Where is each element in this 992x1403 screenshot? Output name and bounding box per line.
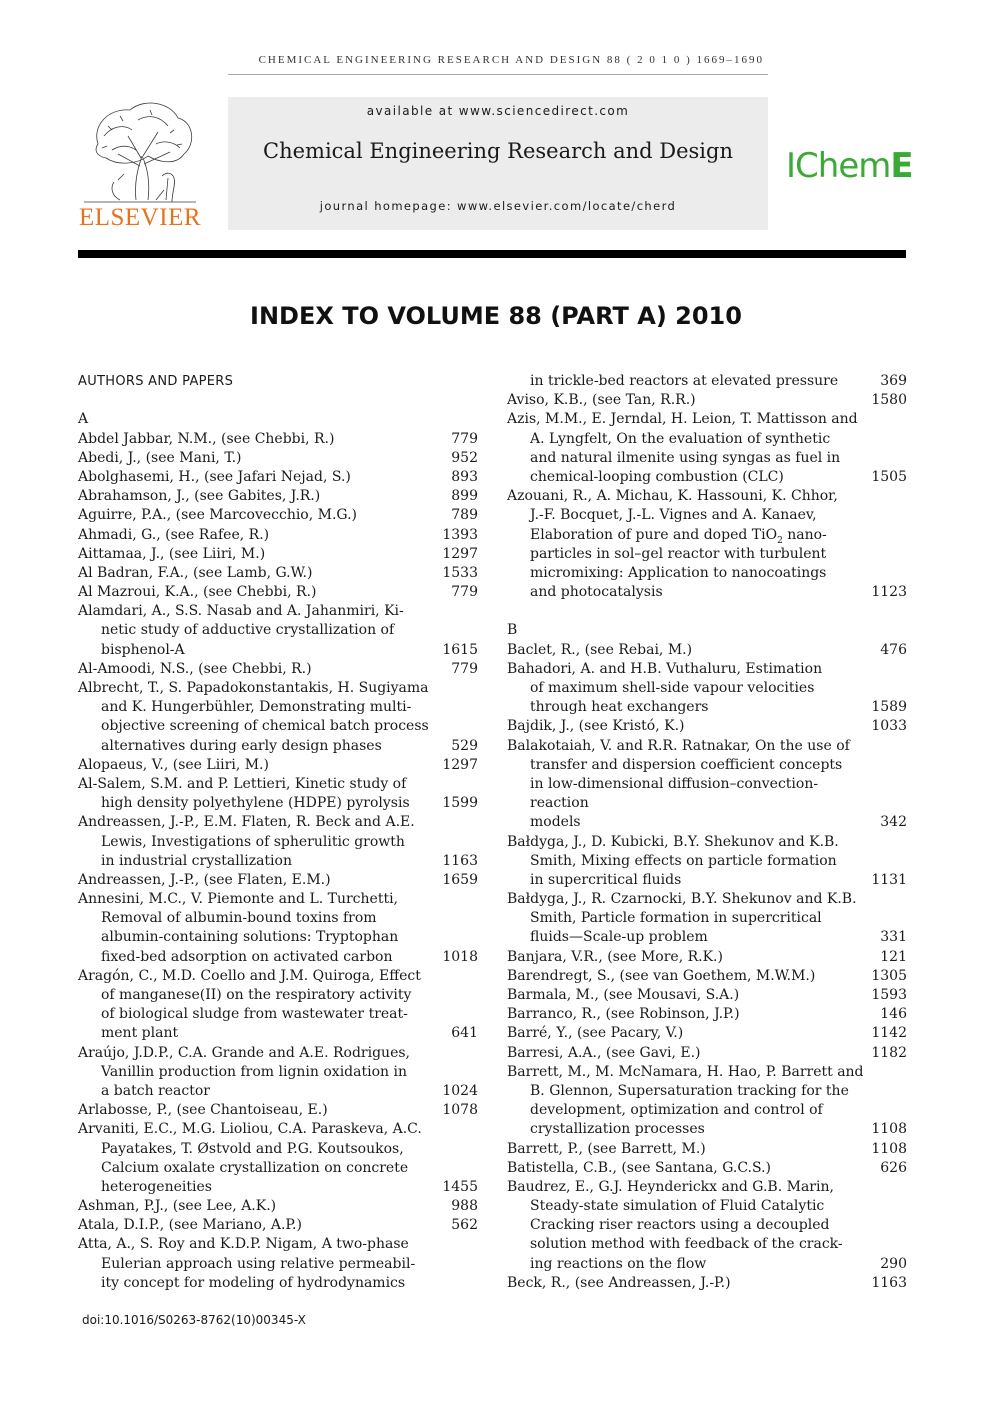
entry-line	[78, 775, 478, 794]
entry-text: of manganese(II) on the respiratory activity	[101, 987, 412, 1003]
entry-line	[78, 1005, 478, 1024]
entry-line	[78, 986, 478, 1005]
page-number: 779	[451, 584, 478, 601]
index-entry	[507, 1063, 907, 1140]
entry-text: Batistella, C.B., (see Santana, G.C.S.)	[507, 1159, 771, 1176]
entry-text: Azouani, R., A. Michau, K. Hassouni, K. Chhor,	[507, 488, 838, 505]
page-number: 1078	[442, 1102, 478, 1119]
entry-text: Aguirre, P.A., (see Marcovecchio, M.G.)	[78, 507, 358, 524]
entry-text: and photocatalysis	[530, 584, 663, 601]
header-rule	[228, 74, 768, 75]
page-number: 1393	[442, 526, 478, 543]
index-entry	[507, 967, 907, 986]
index-entry	[78, 526, 478, 545]
journal-banner	[228, 97, 768, 230]
entry-text: alternatives during early design phases	[101, 737, 382, 754]
index-entry	[78, 430, 478, 449]
entry-line	[507, 775, 907, 794]
entry-line	[507, 1063, 907, 1082]
entry-text: Bałdyga, J., R. Czarnocki, B.Y. Shekunov and K.B.	[507, 891, 857, 908]
entry-text: Eulerian approach using relative permeabil-	[101, 1255, 416, 1272]
entry-text: micromixing: Application to nanocoatings	[530, 564, 827, 581]
entry-text: Barendregt, S., (see van Goethem, M.W.M.)	[507, 967, 816, 984]
index-entry	[507, 1005, 907, 1024]
page-number: 1297	[442, 756, 478, 773]
entry-line	[78, 468, 478, 487]
entry-text: B. Glennon, Supersaturation tracking for the	[530, 1082, 849, 1099]
index-entry	[78, 775, 478, 813]
entry-line	[78, 1024, 478, 1043]
index-entry	[507, 372, 907, 391]
entry-line	[78, 545, 478, 564]
index-entry	[78, 967, 478, 1044]
entry-line	[507, 1024, 907, 1043]
page-number: 529	[451, 737, 478, 754]
entry-text: Calcium oxalate crystallization on concrete	[101, 1159, 409, 1176]
entry-line	[78, 717, 478, 736]
page-number: 1599	[442, 795, 478, 812]
entry-text: Annesini, M.C., V. Piemonte and L. Turchetti,	[78, 891, 399, 908]
entry-line	[78, 1159, 478, 1178]
index-entry	[78, 487, 478, 506]
page-number: 1163	[871, 1274, 907, 1291]
page-number: 1593	[871, 987, 907, 1003]
entry-line	[507, 1255, 907, 1274]
journal-title: Chemical Engineering Research and Design	[263, 139, 733, 163]
entry-line	[507, 468, 907, 487]
entry-text: Balakotaiah, V. and R.R. Ratnakar, On the use of	[507, 737, 850, 754]
entry-line	[507, 526, 907, 545]
index-entry	[507, 1274, 907, 1293]
entry-line	[507, 1274, 907, 1293]
entry-text: Elaboration of pure and doped TiO$_2$ nano-	[530, 526, 827, 546]
page-number: 1505	[871, 468, 907, 485]
entry-text: objective screening of chemical batch process	[101, 718, 429, 735]
entry-text: and K. Hungerbühler, Demonstrating multi-	[101, 699, 412, 716]
entry-line	[507, 1197, 907, 1216]
entry-text: through heat exchangers	[530, 699, 709, 716]
entry-line	[507, 1216, 907, 1235]
entry-line	[507, 1140, 907, 1159]
doi: doi:10.1016/S0263-8762(10)00345-X	[82, 1313, 306, 1327]
entry-line	[78, 833, 478, 852]
entry-line	[78, 890, 478, 909]
page-number: 1163	[442, 852, 478, 869]
page-number: 1455	[442, 1178, 478, 1195]
entry-line	[507, 449, 907, 468]
page-number: 1142	[871, 1025, 907, 1042]
index-entry	[507, 1159, 907, 1178]
icheme-logo: IChemE	[786, 146, 913, 186]
index-entry	[78, 1101, 478, 1120]
spacer	[507, 602, 907, 621]
page-title: INDEX TO VOLUME 88 (PART A) 2010	[250, 302, 742, 330]
page-number: 342	[880, 814, 907, 831]
journal-homepage: journal homepage: www.elsevier.com/locate/cherd	[319, 199, 677, 213]
page-number: 146	[880, 1006, 907, 1023]
entry-line	[507, 967, 907, 986]
entry-line	[78, 583, 478, 602]
entry-line	[78, 698, 478, 717]
entry-line	[78, 487, 478, 506]
entry-text: of maximum shell-side vapour velocities	[530, 680, 815, 696]
entry-text: chemical-looping combustion (CLC)	[530, 468, 784, 485]
entry-line	[78, 852, 478, 871]
entry-line	[507, 756, 907, 775]
entry-text: Ashman, P.J., (see Lee, A.K.)	[78, 1198, 277, 1215]
entry-line	[78, 1178, 478, 1197]
entry-line	[78, 909, 478, 928]
entry-line	[507, 909, 907, 928]
entry-text: in supercritical fluids	[530, 871, 682, 888]
entry-text: Al Badran, F.A., (see Lamb, G.W.)	[78, 564, 313, 581]
entry-text: Andreassen, J.-P., E.M. Flaten, R. Beck and A.E.	[78, 814, 415, 831]
entry-text: in low-dimensional diffusion–convection-	[530, 775, 819, 792]
entry-line	[78, 621, 478, 640]
entry-text: Araújo, J.D.P., C.A. Grande and A.E. Rodrigues,	[78, 1044, 410, 1061]
index-entry	[507, 737, 907, 833]
entry-line	[507, 852, 907, 871]
page-number: 1123	[871, 584, 907, 601]
entry-line	[507, 372, 907, 391]
index-entry	[78, 1216, 478, 1235]
entry-line	[507, 717, 907, 736]
index-entry	[507, 717, 907, 736]
page-number: 476	[880, 641, 907, 658]
page-number: 1659	[442, 871, 478, 888]
index-entry	[507, 833, 907, 891]
index-entry	[507, 1178, 907, 1274]
spacer	[78, 391, 478, 410]
page-number: 1589	[871, 699, 907, 716]
page-number: 1182	[871, 1044, 907, 1061]
entry-text: A. Lyngfelt, On the evaluation of synthetic	[530, 430, 831, 447]
entry-line	[507, 641, 907, 660]
entry-line	[507, 833, 907, 852]
elsevier-wordmark: ELSEVIER	[78, 204, 202, 231]
entry-text: ment plant	[101, 1025, 179, 1042]
page-number: 893	[451, 468, 478, 485]
page-number: 789	[451, 507, 478, 524]
page-number: 369	[880, 373, 907, 389]
entry-line	[78, 564, 478, 583]
page-number: 1033	[871, 718, 907, 735]
index-entry	[507, 660, 907, 718]
entry-text: Smith, Mixing effects on particle formation	[530, 852, 837, 869]
entry-line	[507, 986, 907, 1005]
entry-text: Lewis, Investigations of spherulitic growth	[101, 833, 405, 850]
entry-text: high density polyethylene (HDPE) pyrolysis	[101, 795, 410, 812]
alphabet-letter-heading: B	[507, 622, 518, 639]
entry-text: Payatakes, T. Østvold and P.G. Koutsoukos,	[101, 1140, 404, 1157]
entry-text: Baclet, R., (see Rebai, M.)	[507, 641, 693, 658]
entry-line	[507, 737, 907, 756]
entry-line	[78, 1082, 478, 1101]
entry-line	[78, 948, 478, 967]
entry-text: ity concept for modeling of hydrodynamics	[101, 1274, 406, 1291]
entry-line	[507, 1235, 907, 1254]
entry-line	[78, 1235, 478, 1254]
entry-text: Al-Salem, S.M. and P. Lettieri, Kinetic study of	[78, 775, 407, 792]
index-entry	[507, 948, 907, 967]
entry-line	[507, 545, 907, 564]
page-number: 121	[880, 948, 907, 965]
entry-line	[507, 794, 907, 813]
entry-line	[507, 1120, 907, 1139]
entry-text: Vanillin production from lignin oxidation in	[101, 1063, 407, 1080]
entry-line	[507, 871, 907, 890]
entry-line	[507, 660, 907, 679]
entry-text: bisphenol-A	[101, 641, 185, 658]
entry-text: Aittamaa, J., (see Liiri, M.)	[78, 545, 266, 562]
entry-line	[507, 1178, 907, 1197]
page-number: 1131	[871, 871, 907, 888]
entry-line	[78, 1063, 478, 1082]
page-number: 899	[451, 488, 478, 505]
entry-text: Bajdik, J., (see Kristó, K.)	[507, 718, 685, 735]
page-number: 952	[451, 449, 478, 466]
entry-text: and natural ilmenite using syngas as fuel in	[530, 449, 841, 466]
entry-text: Removal of albumin-bound toxins from	[101, 910, 377, 927]
entry-line	[78, 756, 478, 775]
entry-text: Barrett, P., (see Barrett, M.)	[507, 1140, 706, 1157]
entry-text: in industrial crystallization	[101, 852, 292, 869]
index-entry	[78, 890, 478, 967]
section-heading: AUTHORS AND PAPERS	[78, 374, 234, 389]
entry-line	[507, 1082, 907, 1101]
index-entry	[507, 1024, 907, 1043]
page-number: 641	[451, 1025, 478, 1042]
page-number: 290	[880, 1255, 907, 1272]
entry-line	[507, 928, 907, 947]
page-number: 1108	[871, 1121, 907, 1138]
entry-text: transfer and dispersion coefficient concepts	[530, 756, 843, 773]
entry-line	[507, 679, 907, 698]
index-entry	[78, 506, 478, 525]
entry-line	[78, 449, 478, 468]
entry-text: Abedi, J., (see Mani, T.)	[78, 449, 242, 466]
entry-text: Arlabosse, P., (see Chantoiseau, E.)	[78, 1102, 328, 1119]
entry-text: in trickle-bed reactors at elevated pressure	[530, 373, 839, 389]
entry-text: Barrett, M., M. McNamara, H. Hao, P. Barrett and	[507, 1063, 864, 1080]
page-number: 1580	[871, 392, 907, 409]
entry-text: reaction	[530, 795, 589, 812]
entry-line	[78, 1197, 478, 1216]
entry-text: Banjara, V.R., (see More, R.K.)	[507, 948, 723, 965]
index-entry	[78, 1120, 478, 1197]
index-entry	[78, 756, 478, 775]
index-entry	[507, 1044, 907, 1063]
entry-line	[507, 430, 907, 449]
index-entry	[78, 871, 478, 890]
entry-text: Alopaeus, V., (see Liiri, M.)	[78, 756, 269, 773]
index-entry	[78, 468, 478, 487]
entry-text: Andreassen, J.-P., (see Flaten, E.M.)	[78, 871, 331, 888]
entry-line	[507, 698, 907, 717]
index-entry	[78, 545, 478, 564]
entry-line	[78, 1274, 478, 1293]
page-number: 779	[451, 430, 478, 447]
page-number: 1108	[871, 1140, 907, 1157]
index-entry	[507, 986, 907, 1005]
entry-text: netic study of adductive crystallization of	[101, 622, 395, 639]
entry-text: Ahmadi, G., (see Rafee, R.)	[78, 526, 270, 543]
entry-text: ing reactions on the flow	[530, 1255, 707, 1272]
index-entry	[78, 449, 478, 468]
entry-text: development, optimization and control of	[530, 1102, 823, 1119]
entry-line	[78, 737, 478, 756]
index-entry	[507, 391, 907, 410]
entry-line	[78, 928, 478, 947]
entry-line	[78, 813, 478, 832]
entry-line	[78, 641, 478, 660]
entry-line	[507, 1101, 907, 1120]
entry-text: particles in sol–gel reactor with turbulent	[530, 545, 827, 562]
entry-text: Barmala, M., (see Mousavi, S.A.)	[507, 987, 740, 1003]
index-entry	[78, 660, 478, 679]
entry-line	[78, 1044, 478, 1063]
entry-line	[507, 391, 907, 410]
page-number: 779	[451, 660, 478, 677]
entry-text: Alamdari, A., S.S. Nasab and A. Jahanmiri, Ki-	[78, 603, 404, 620]
entry-text: fixed-bed adsorption on activated carbon	[101, 948, 393, 965]
entry-text: Al Mazroui, K.A., (see Chebbi, R.)	[78, 584, 317, 601]
index-entry	[507, 1140, 907, 1159]
page-number: 1533	[442, 564, 478, 581]
entry-line	[78, 679, 478, 698]
index-entry	[78, 602, 478, 660]
entry-text: Bahadori, A. and H.B. Vuthaluru, Estimation	[507, 660, 823, 677]
entry-line	[507, 506, 907, 525]
entry-line	[507, 487, 907, 506]
sciencedirect-availability: available at www.sciencedirect.com	[366, 104, 630, 118]
entry-line	[78, 506, 478, 525]
entry-line	[78, 430, 478, 449]
entry-text: Cracking riser reactors using a decoupled	[530, 1217, 830, 1234]
title-rule	[78, 250, 906, 258]
entry-text: models	[530, 814, 581, 831]
entry-line	[78, 871, 478, 890]
index-entry	[78, 1044, 478, 1102]
page-number: 626	[880, 1159, 907, 1176]
left-column	[78, 372, 478, 1293]
entry-text: Barresi, A.A., (see Gavi, E.)	[507, 1044, 701, 1061]
entry-text: Smith, Particle formation in supercritical	[530, 910, 822, 927]
entry-line	[507, 410, 907, 429]
index-entry	[507, 410, 907, 487]
entry-line	[78, 602, 478, 621]
index-entry	[78, 1235, 478, 1293]
entry-text: solution method with feedback of the crack-	[530, 1236, 843, 1253]
entry-line	[507, 890, 907, 909]
entry-text: Arvaniti, E.C., M.G. Lioliou, C.A. Paraskeva, A.C.	[78, 1121, 422, 1138]
entry-line	[78, 526, 478, 545]
entry-line	[507, 1159, 907, 1178]
index-entry	[507, 641, 907, 660]
entry-text: J.-F. Bocquet, J.-L. Vignes and A. Kanaev,	[530, 507, 817, 524]
entry-line	[78, 1120, 478, 1139]
entry-text: Beck, R., (see Andreassen, J.-P.)	[507, 1274, 731, 1291]
entry-line	[507, 948, 907, 967]
entry-text: Abrahamson, J., (see Gabites, J.R.)	[78, 488, 321, 505]
index-entry	[507, 487, 907, 602]
entry-text: Al-Amoodi, N.S., (see Chebbi, R.)	[78, 660, 312, 677]
entry-text: fluids—Scale-up problem	[530, 929, 708, 946]
entry-line	[507, 1044, 907, 1063]
entry-text: Azis, M.M., E. Jerndal, H. Leion, T. Mattisson and	[507, 411, 858, 428]
entry-line	[78, 1101, 478, 1120]
entry-text: Abolghasemi, H., (see Jafari Nejad, S.)	[78, 468, 351, 485]
page-number: 1615	[442, 641, 478, 658]
page-number: 1305	[871, 967, 907, 984]
page-number: 1024	[442, 1082, 478, 1099]
index-entry	[78, 564, 478, 583]
running-head: CHEMICAL ENGINEERING RESEARCH AND DESIGN 88 ( 2 0 1 0 ) 1669–1690	[258, 54, 764, 66]
entry-line	[507, 564, 907, 583]
entry-line	[507, 813, 907, 832]
entry-text: Barranco, R., (see Robinson, J.P.)	[507, 1006, 740, 1023]
entry-line	[507, 1005, 907, 1024]
index-entry	[507, 890, 907, 948]
entry-line	[78, 1140, 478, 1159]
entry-line	[78, 1255, 478, 1274]
entry-text: Bałdyga, J., D. Kubicki, B.Y. Shekunov and K.B.	[507, 833, 839, 850]
entry-text: Atta, A., S. Roy and K.D.P. Nigam, A two-phase	[78, 1236, 409, 1253]
entry-text: Aragón, C., M.D. Coello and J.M. Quiroga, Effect	[78, 967, 421, 984]
entry-line	[78, 794, 478, 813]
page-number: 562	[451, 1217, 478, 1234]
index-entry	[78, 679, 478, 756]
entry-text: Baudrez, E., G.J. Heynderickx and G.B. Marin,	[507, 1178, 834, 1195]
page-number: 1297	[442, 545, 478, 562]
entry-text: Aviso, K.B., (see Tan, R.R.)	[507, 392, 696, 409]
index-entry	[78, 583, 478, 602]
entry-line	[78, 1216, 478, 1235]
entry-text: heterogeneities	[101, 1178, 212, 1195]
entry-text: a batch reactor	[101, 1082, 210, 1099]
page-number: 331	[880, 929, 907, 946]
entry-text: Steady-state simulation of Fluid Catalytic	[530, 1198, 825, 1215]
entry-line	[507, 583, 907, 602]
entry-line	[78, 660, 478, 679]
entry-text: Abdel Jabbar, N.M., (see Chebbi, R.)	[78, 430, 335, 447]
entry-text: Albrecht, T., S. Papadokonstantakis, H. Sugiyama	[78, 680, 429, 696]
entry-text: Atala, D.I.P., (see Mariano, A.P.)	[78, 1217, 302, 1234]
alphabet-letter-heading: A	[78, 411, 89, 428]
index-entry	[78, 813, 478, 871]
entry-text: Barré, Y., (see Pacary, V.)	[507, 1025, 684, 1042]
page-number: 988	[451, 1198, 478, 1215]
right-column	[507, 372, 907, 1293]
entry-line	[78, 967, 478, 986]
entry-text: albumin-containing solutions: Tryptophan	[101, 929, 399, 946]
page-number: 1018	[442, 948, 478, 965]
entry-text: crystallization processes	[530, 1121, 705, 1138]
index-entry	[78, 1197, 478, 1216]
entry-text: of biological sludge from wastewater treat-	[101, 1006, 408, 1023]
